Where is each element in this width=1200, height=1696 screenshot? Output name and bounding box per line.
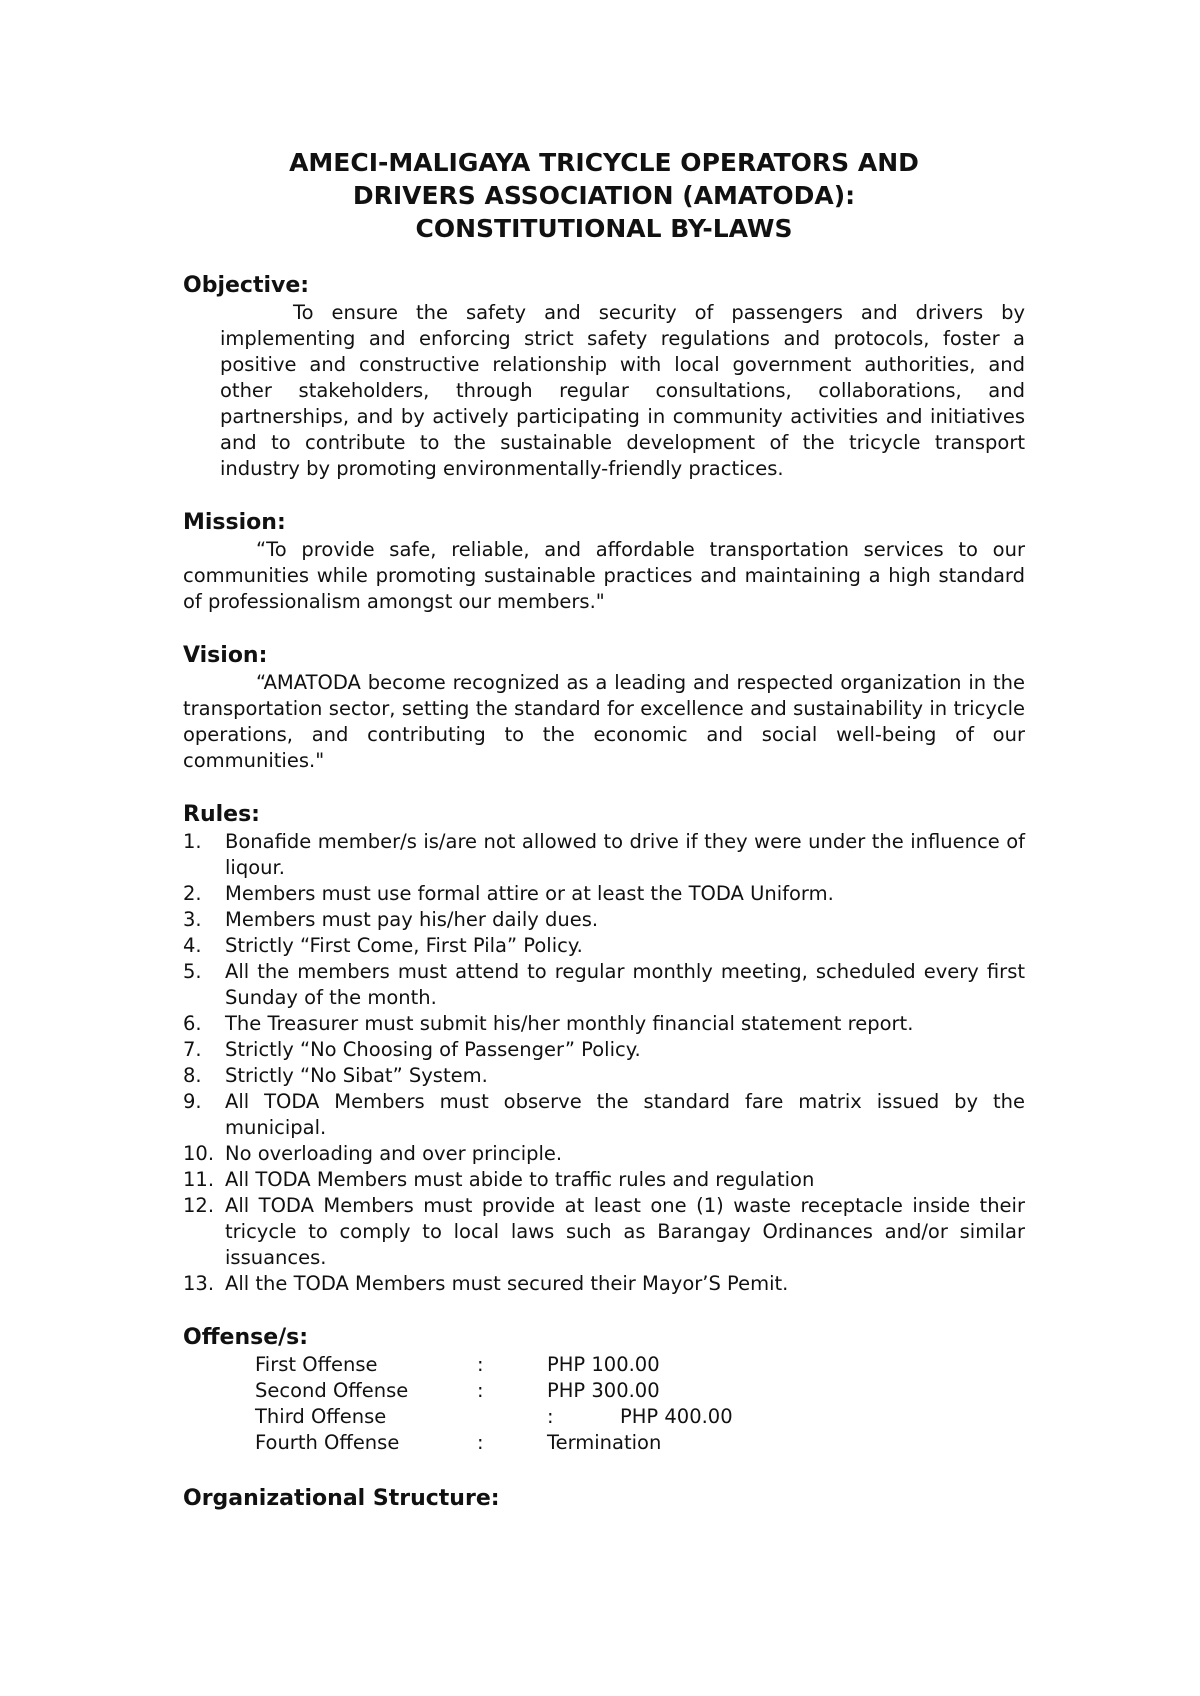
rule-text: Strictly “No Sibat” System. <box>225 1064 488 1087</box>
offense-colon: : <box>547 1405 554 1428</box>
mission-text: “To provide safe, reliable, and affordable transportation services to our communities while promoting sustainable practices and maintaining a high standard of professionalism amongst our members." <box>183 538 1025 613</box>
rule-text: All TODA Members must abide to traffic rules and regulation <box>225 1168 815 1191</box>
rule-text: All the members must attend to regular monthly meeting, scheduled every first Sunday of the month. <box>225 960 1025 1009</box>
rule-item <box>183 1141 1025 1167</box>
rule-number: 7. <box>183 1038 202 1061</box>
document-page <box>183 146 1025 1513</box>
offense-label: Second Offense <box>255 1379 409 1402</box>
rule-item <box>183 1011 1025 1037</box>
objective-text: To ensure the safety and security of passengers and drivers by implementing and enforcing strict safety regulations and protocols, foster a positive and constructive relationship with local government authorities, and other stakeholders, through regular consultations, collaborations, and partnerships, and by actively participating in community activities and initiatives and to contribute to the sustainable development of the tricycle transport industry by promoting environmentally-friendly practices. <box>220 301 1025 480</box>
rule-text: No overloading and over principle. <box>225 1142 563 1165</box>
vision-text: “AMATODA become recognized as a leading and respected organization in the transportation sector, setting the standard for excellence and sustainability in tricycle operations, and contributing to the economic and social well-being of our communities." <box>183 671 1025 772</box>
objective-heading: Objective: <box>183 273 310 298</box>
rule-text: All TODA Members must observe the standard fare matrix issued by the municipal. <box>225 1090 1025 1139</box>
rule-text: Strictly “No Choosing of Passenger” Policy. <box>225 1038 641 1061</box>
title-line-2: DRIVERS ASSOCIATION (AMATODA): <box>352 181 856 210</box>
offenses-heading: Offense/s: <box>183 1325 309 1350</box>
rule-text: All TODA Members must provide at least one (1) waste receptacle inside their tricycle to comply to local laws such as Barangay Ordinances and/or similar issuances. <box>225 1194 1025 1269</box>
rule-item <box>183 907 1025 933</box>
rules-heading: Rules: <box>183 802 260 827</box>
rule-item <box>183 1089 1025 1141</box>
offense-row <box>255 1430 1025 1456</box>
mission-heading: Mission: <box>183 510 286 535</box>
rule-number: 10. <box>183 1142 215 1165</box>
rule-text: All the TODA Members must secured their Mayor’S Pemit. <box>225 1272 789 1295</box>
rule-text: Strictly “First Come, First Pila” Policy. <box>225 934 583 957</box>
rule-number: 1. <box>183 830 202 853</box>
rule-item <box>183 1193 1025 1271</box>
rule-item <box>183 1271 1025 1297</box>
offense-colon: : <box>477 1353 484 1376</box>
offense-label: Fourth Offense <box>255 1431 400 1454</box>
rule-number: 4. <box>183 934 202 957</box>
offense-row <box>255 1352 1025 1378</box>
rule-number: 3. <box>183 908 202 931</box>
offense-label: First Offense <box>255 1353 378 1376</box>
rule-item <box>183 881 1025 907</box>
rule-text: Bonafide member/s is/are not allowed to drive if they were under the influence of liqour. <box>225 830 1025 879</box>
rule-item <box>183 1167 1025 1193</box>
rule-number: 13. <box>183 1272 215 1295</box>
rule-item <box>183 1037 1025 1063</box>
title-line-1: AMECI-MALIGAYA TRICYCLE OPERATORS AND <box>289 148 919 177</box>
offense-table <box>255 1352 1025 1456</box>
rule-number: 11. <box>183 1168 215 1191</box>
rule-item <box>183 1063 1025 1089</box>
rule-item <box>183 959 1025 1011</box>
offense-penalty: PHP 100.00 <box>547 1353 660 1376</box>
rule-text: Members must use formal attire or at least the TODA Uniform. <box>225 882 834 905</box>
rules-list <box>183 829 1025 1297</box>
offense-penalty: Termination <box>547 1431 662 1454</box>
offense-penalty: PHP 400.00 <box>620 1405 733 1428</box>
rule-number: 8. <box>183 1064 202 1087</box>
offense-label: Third Offense <box>255 1405 387 1428</box>
offense-colon: : <box>477 1431 484 1454</box>
offense-row <box>255 1404 1025 1430</box>
offense-penalty: PHP 300.00 <box>547 1379 660 1402</box>
vision-heading: Vision: <box>183 643 268 668</box>
rule-text: Members must pay his/her daily dues. <box>225 908 599 931</box>
rule-text: The Treasurer must submit his/her monthly financial statement report. <box>225 1012 914 1035</box>
rule-number: 9. <box>183 1090 202 1113</box>
offense-colon: : <box>477 1379 484 1402</box>
rule-item <box>183 829 1025 881</box>
document-title <box>183 146 1025 245</box>
title-line-3: CONSTITUTIONAL BY-LAWS <box>415 214 793 243</box>
rule-item <box>183 933 1025 959</box>
rule-number: 5. <box>183 960 202 983</box>
rule-number: 12. <box>183 1194 215 1217</box>
org-structure-heading: Organizational Structure: <box>183 1486 500 1511</box>
rule-number: 2. <box>183 882 202 905</box>
rule-number: 6. <box>183 1012 202 1035</box>
offense-row <box>255 1378 1025 1404</box>
